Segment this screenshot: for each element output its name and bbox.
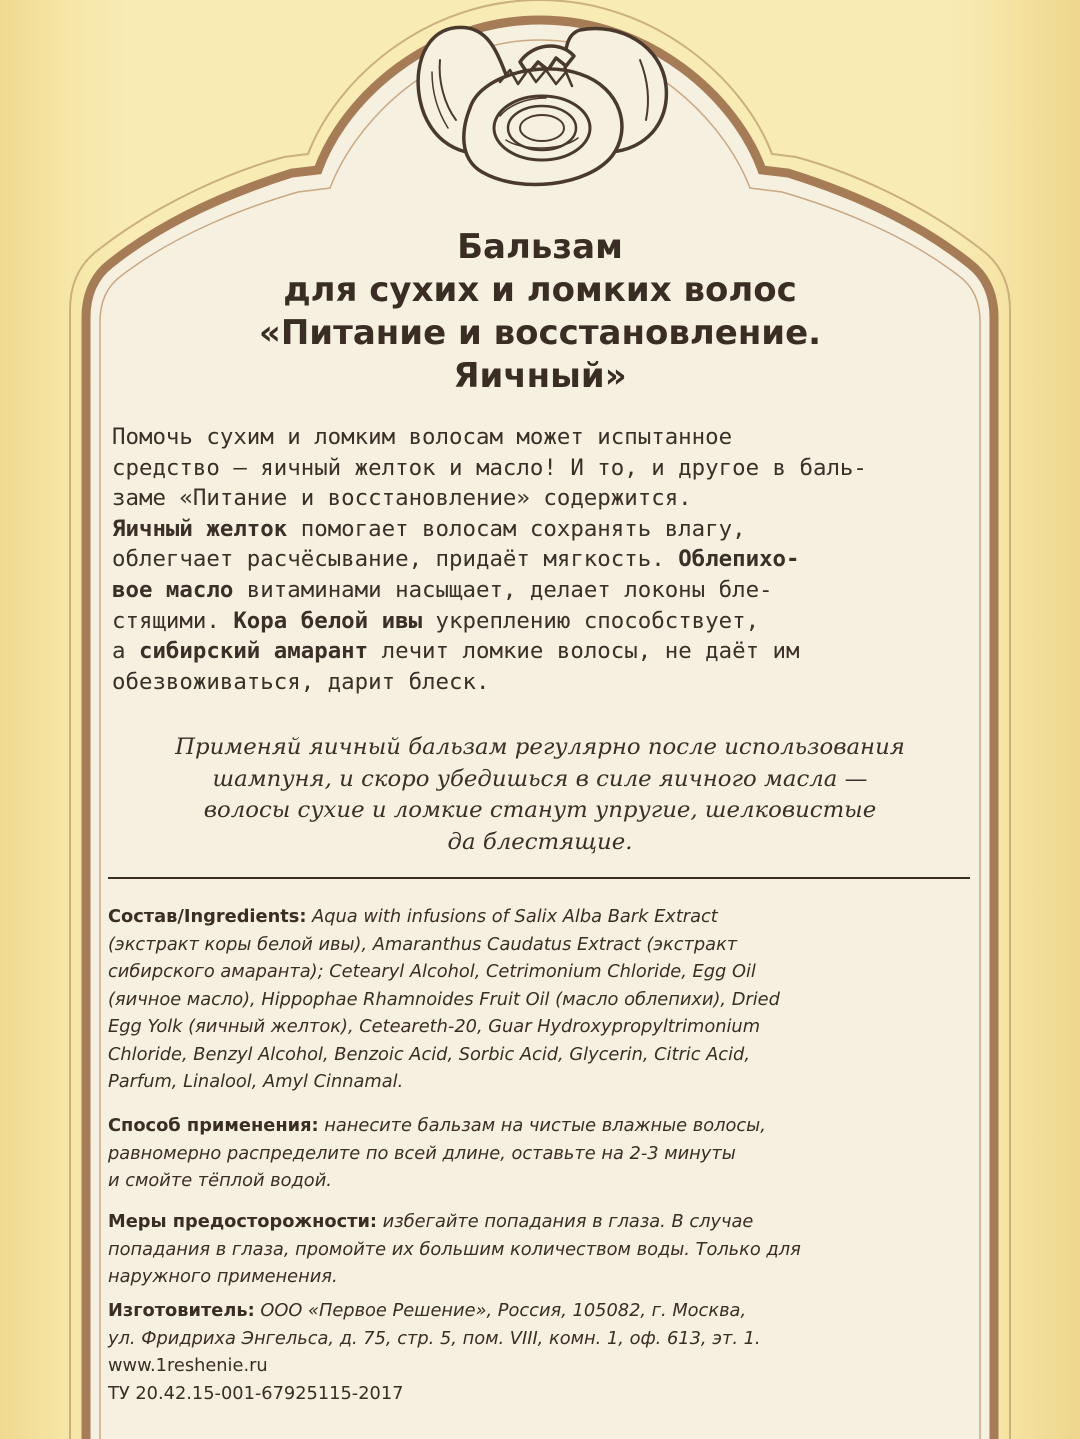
desc-line: облегчает расчёсывание, придаёт мягкость. Облепихо- <box>112 546 800 573</box>
precautions-label: Меры предосторожности: <box>108 1211 378 1232</box>
highlight-sea-buckthorn: Облепихо- <box>678 546 800 573</box>
manufacturer-block: Изготовитель: ООО «Первое Решение», Россия, 105082, г. Москва, ул. Фридриха Энгельса, д. 75, стр. 5, пом. VIII, комн. 1, оф. 613, эт. 1. www.1reshenie.ru ТУ 20.42.15-001-67925115-2017 <box>108 1297 988 1407</box>
title-line-1: Бальзам <box>457 227 623 267</box>
desc-line: вое масло витаминами насыщает, делает локоны бле- <box>112 576 773 603</box>
product-title <box>150 226 930 398</box>
application-block: Способ применения: нанесите бальзам на чистые влажные волосы, равномерно распределите по всей длине, оставьте на 2-3 минуты и смойте тёплой водой. <box>108 1115 766 1191</box>
product-description <box>112 422 992 697</box>
precautions-block: Меры предосторожности: избегайте попадания в глаза. В случае попадания в глаза, промойте их большим количеством воды. Только для наружного применения. <box>108 1211 801 1287</box>
desc-line: обезвоживаться, дарит блеск. <box>112 668 490 695</box>
desc-line: заме «Питание и восстановление» содержится. <box>112 485 692 512</box>
website: www.1reshenie.ru <box>108 1355 268 1376</box>
ingredients-label: Состав/Ingredients: <box>108 906 307 927</box>
desc-line: средство — яичный желток и масло! И то, и другое в баль- <box>112 454 867 481</box>
usage-line: волосы сухие и ломкие станут упругие, шелковистые <box>203 797 877 823</box>
usage-line: да блестящие. <box>447 828 633 855</box>
highlight-egg-yolk: Яичный желток <box>112 515 288 542</box>
desc-line: а сибирский амарант лечит ломкие волосы, не даёт им <box>112 638 800 665</box>
ingredients-block: Состав/Ingredients: Aqua with infusions of Salix Alba Bark Extract (экстракт коры белой ивы), Amaranthus Caudatus Extract (экстракт сибирского амаранта); Ceteary‌l Alcohol, Cetrimonium Chloride, Egg Oil (яичное масло), Hippophae Rhamnoides Fruit Oil (масло облепихи), Dried Egg Yolk (яичный желток), Ceteareth-20, Guar Hydroxypropyltrimonium Chloride, Benzyl Alcohol, Benzoic Acid, Sorbic Acid, Glycerin, Citric Acid, Parfum, Linalool, Amyl Cinnamal. <box>108 906 780 1092</box>
usage-note <box>100 732 980 858</box>
title-line-2: для сухих и ломких волос <box>283 270 797 310</box>
highlight-amaranth: сибирский амарант <box>138 638 369 665</box>
highlight-willow-bark: Кора белой ивы <box>233 607 423 634</box>
usage-line: шампуня, и скоро убедишься в силе яичного масла — <box>212 765 868 792</box>
application-label: Способ применения: <box>108 1115 319 1136</box>
title-line-4: Яичный» <box>453 356 627 396</box>
divider <box>108 877 970 879</box>
manufacturer-label: Изготовитель: <box>108 1300 255 1321</box>
highlight-sea-buckthorn-2: вое масло <box>112 576 234 603</box>
desc-line: Помочь сухим и ломким волосам может испытанное <box>112 424 733 450</box>
usage-line: Применяй яичный бальзам регулярно после использования <box>175 734 905 760</box>
title-line-3: «Питание и восстановление. <box>258 313 822 353</box>
desc-line: Яичный желток помогает волосам сохранять влагу, <box>112 515 746 542</box>
desc-line: стящими. Кора белой ивы укреплению способствует, <box>112 607 760 634</box>
tu-code: ТУ 20.42.15-001-67925115-2017 <box>108 1382 404 1404</box>
